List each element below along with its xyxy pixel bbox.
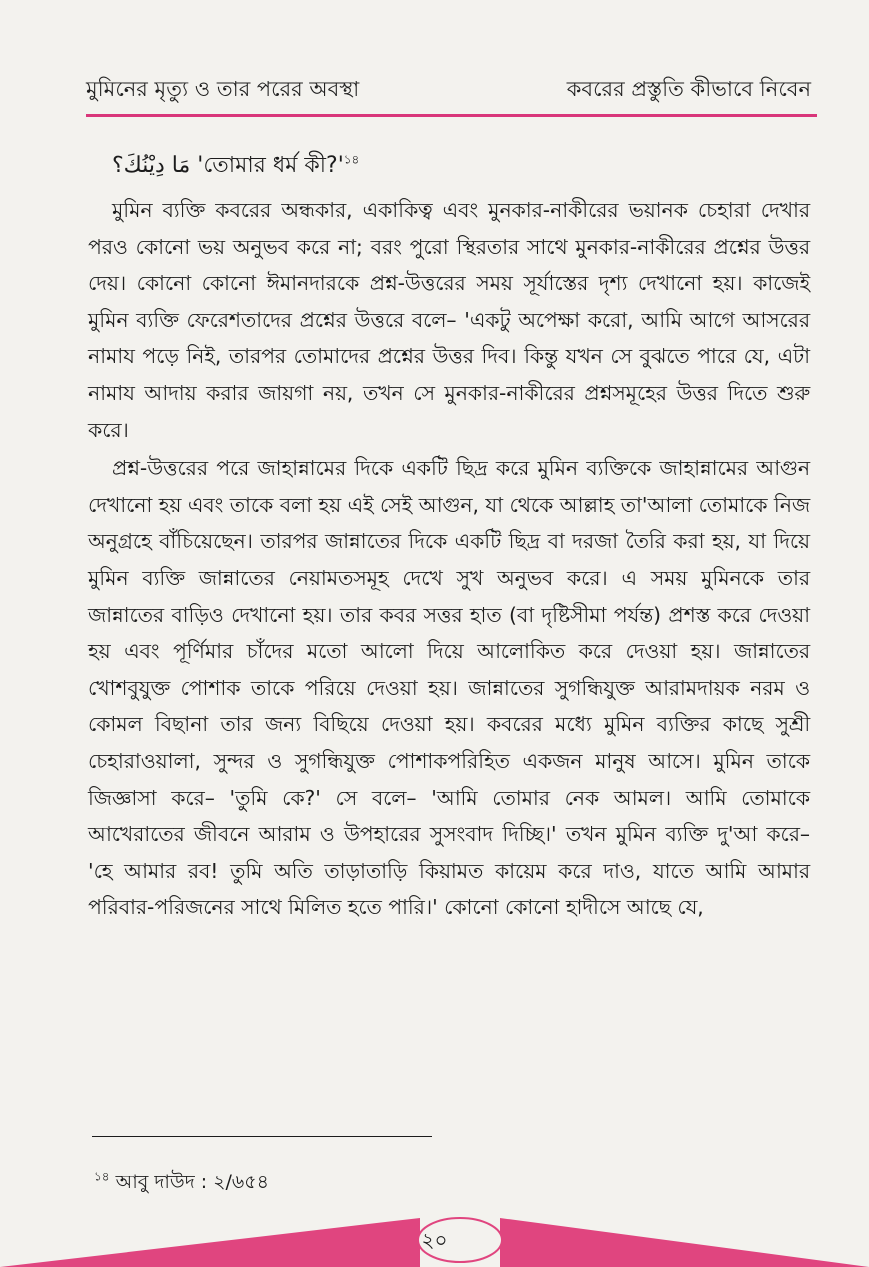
footnote-rule [92, 1136, 432, 1137]
page-body [88, 146, 810, 926]
header-right-title: কবরের প্রস্তুতি কীভাবে নিবেন [566, 77, 811, 101]
paragraph-2: প্রশ্ন-উত্তরের পরে জাহান্নামের দিকে একটি ছিদ্র করে মুমিন ব্যক্তিকে জাহান্নামের আগুন দেখানো হয় এবং তাকে বলা হয় এই সেই আগুন, যা থেকে আল্লাহ তা'আলা তোমাকে নিজ অনুগ্রহে বাঁচিয়েছেন। তারপর জান্নাতের দিকে একটি ছিদ্র বা দরজা তৈরি করা হয়, যা দিয়ে মুমিন ব্যক্তি জান্নাতের নেয়ামতসমূহ দেখে সুখ অনুভব করে। এ সময় মুমিনকে তার জান্নাতের বাড়িও দেখানো হয়। তার কবর সত্তর হাত (বা দৃষ্টিসীমা পর্যন্ত) প্রশস্ত করে দেওয়া হয় এবং পূর্ণিমার চাঁদের মতো আলো দিয়ে আলোকিত করে দেওয়া হয়। জান্নাতের খোশবুযুক্ত পোশাক তাকে পরিয়ে দেওয়া হয়। জান্নাতের সুগন্ধিযুক্ত আরামদায়ক নরম ও কোমল বিছানা তার জন্য বিছিয়ে দেওয়া হয়। কবরের মধ্যে মুমিন ব্যক্তির কাছে সুশ্রী চেহারাওয়ালা, সুন্দর ও সুগন্ধিযুক্ত পোশাকপরিহিত একজন মানুষ আসে। মুমিন তাকে জিজ্ঞাসা করে– 'তুমি কে?' সে বলে– 'আমি তোমার নেক আমল। আমি তোমাকে আখেরাতের জীবনে আরাম ও উপহারের সুসংবাদ দিচ্ছি।' তখন মুমিন ব্যক্তি দু'আ করে– 'হে আমার রব! তুমি অতি তাড়াতাড়ি কিয়ামত কায়েম করে দাও, যাতে আমি আমার পরিবার-পরিজনের সাথে মিলিত হতে পারি।' কোনো কোনো হাদীসে আছে যে, [88, 456, 810, 920]
page-number: ২০ [421, 1228, 448, 1252]
footnote-number: ১৪ [94, 1169, 110, 1184]
running-header [86, 72, 811, 108]
footnote-ref: ১৪ [343, 152, 360, 167]
footnote-text: আবু দাউদ : ২/৬৫৪ [115, 1171, 269, 1193]
footnote [94, 1168, 269, 1200]
question-line [88, 146, 810, 186]
question-translation: 'তোমার ধর্ম কী?' [197, 153, 344, 178]
paragraph-1: মুমিন ব্যক্তি কবরের অন্ধকার, একাকিত্ব এবং মুনকার-নাকীরের ভয়ানক চেহারা দেখার পরও কোনো ভয় অনুভব করে না; বরং পুরো স্থিরতার সাথে মুনকার-নাকীরের প্রশ্নের উত্তর দেয়। কোনো কোনো ঈমানদারকে প্রশ্ন-উত্তরের সময় সূর্যাস্তের দৃশ্য দেখানো হয়। কাজেই মুমিন ব্যক্তি ফেরেশতাদের প্রশ্নের উত্তরে বলে– 'একটু অপেক্ষা করো, আমি আগে আসরের নামায পড়ে নিই, তারপর তোমাদের প্রশ্নের উত্তর দিব। কিন্তু যখন সে বুঝতে পারে যে, এটা নামায আদায় করার জায়গা নয়, তখন সে মুনকার-নাকীরের প্রশ্নসমূহের উত্তর দিতে শুরু করে। [88, 198, 811, 442]
arabic-question: مَا دِيْنُكَ؟ [112, 153, 191, 178]
header-rule [86, 114, 817, 117]
header-left-title: মুমিনের মৃত্যু ও তার পরের অবস্থা [86, 77, 360, 101]
